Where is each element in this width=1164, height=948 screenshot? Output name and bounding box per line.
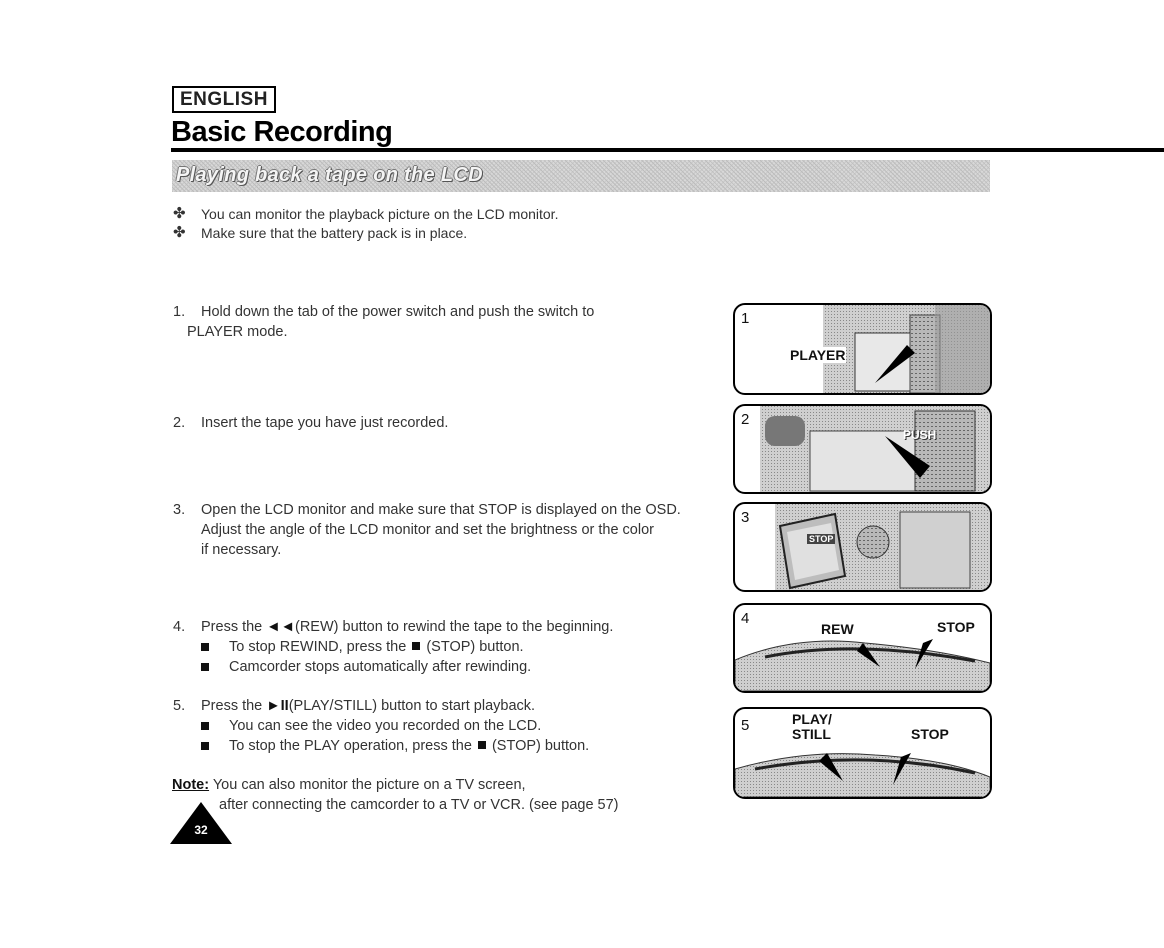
sub-item — [201, 637, 723, 657]
figure-number: 3 — [741, 509, 750, 526]
intro-bullet — [173, 224, 773, 242]
figure-label: STOP — [911, 726, 949, 742]
sub-text: (STOP) button. — [426, 639, 524, 655]
step-number: 5. — [173, 698, 186, 714]
sub-text: Camcorder stops automatically after rewinding. — [229, 659, 532, 675]
figure-panel-3 — [733, 502, 992, 592]
camcorder-tape-illustration — [735, 406, 990, 492]
figure-panel-4 — [733, 603, 992, 693]
page-title: Basic Recording — [171, 116, 393, 148]
figure-panel-2 — [733, 404, 992, 494]
page-number: 32 — [194, 823, 208, 837]
step-text: Open the LCD monitor and make sure that STOP is displayed on the OSD. — [201, 502, 681, 518]
note-text: You can also monitor the picture on a TV screen, — [212, 777, 526, 793]
step-text: Adjust the angle of the LCD monitor and set the brightness or the color — [201, 522, 654, 538]
figure-label: PLAY/ — [792, 711, 832, 727]
figure-number: 2 — [741, 411, 750, 428]
step-2 — [173, 413, 723, 433]
figure-number: 1 — [741, 310, 750, 327]
step-text: PLAYER mode. — [187, 324, 288, 340]
camcorder-play-stop-illustration — [735, 709, 990, 797]
title-rule — [171, 148, 1164, 152]
figure-label: STOP — [937, 619, 975, 635]
stop-icon — [412, 642, 420, 650]
sub-item — [201, 716, 723, 736]
step-text: (PLAY/STILL) button to start playback. — [288, 698, 536, 714]
figure-panel-1 — [733, 303, 992, 395]
figure-label: REW — [821, 621, 854, 637]
step-number: 1. — [173, 304, 186, 320]
language-label: ENGLISH — [172, 86, 276, 113]
figure-label: STILL — [792, 726, 831, 742]
intro-text: Make sure that the battery pack is in place. — [201, 225, 468, 241]
step-text: Insert the tape you have just recorded. — [201, 415, 449, 431]
figure-label: STOP — [809, 534, 834, 544]
step-number: 2. — [173, 415, 186, 431]
note-text: after connecting the camcorder to a TV or VCR. (see page 57) — [219, 797, 619, 813]
square-bullet-icon — [201, 643, 209, 651]
step-number: 4. — [173, 619, 186, 635]
camcorder-switch-illustration — [735, 305, 990, 393]
step-4 — [173, 617, 723, 677]
step-1 — [173, 302, 723, 342]
step-5 — [173, 696, 723, 756]
step-text: Hold down the tab of the power switch and push the switch to — [201, 304, 595, 320]
square-bullet-icon — [201, 663, 209, 671]
step-3 — [173, 500, 723, 560]
note — [172, 775, 732, 815]
step-number: 3. — [173, 502, 186, 518]
note-label: Note: — [172, 777, 210, 793]
intro-bullet — [173, 205, 773, 223]
camcorder-lcd-illustration — [735, 504, 990, 590]
step-text: if necessary. — [201, 542, 282, 558]
sub-text: To stop the PLAY operation, press the — [229, 738, 472, 754]
bullet-marker: ✤ — [173, 224, 186, 241]
section-title: Playing back a tape on the LCD — [176, 164, 483, 186]
square-bullet-icon — [201, 742, 209, 750]
sub-text: You can see the video you recorded on the LCD. — [229, 718, 542, 734]
sub-text: To stop REWIND, press the — [229, 639, 407, 655]
figure-panel-5 — [733, 707, 992, 799]
sub-item — [201, 736, 723, 756]
figure-number: 5 — [741, 717, 750, 734]
figure-number: 4 — [741, 610, 750, 627]
stop-icon — [478, 741, 486, 749]
sub-item — [201, 657, 723, 677]
figure-label: PUSH — [903, 428, 937, 442]
rewind-icon: ◄◄ — [266, 619, 295, 635]
section-banner — [172, 160, 990, 192]
figure-label: PLAYER — [790, 347, 846, 363]
step-text: (REW) button to rewind the tape to the beginning. — [294, 619, 614, 635]
bullet-marker: ✤ — [173, 205, 186, 222]
intro-text: You can monitor the playback picture on the LCD monitor. — [201, 206, 559, 222]
square-bullet-icon — [201, 722, 209, 730]
sub-text: (STOP) button. — [491, 738, 590, 754]
camcorder-rew-stop-illustration — [735, 605, 990, 691]
step-text: Press the — [201, 698, 263, 714]
step-text: Press the — [201, 619, 263, 635]
play-still-icon: ►II — [266, 698, 289, 714]
